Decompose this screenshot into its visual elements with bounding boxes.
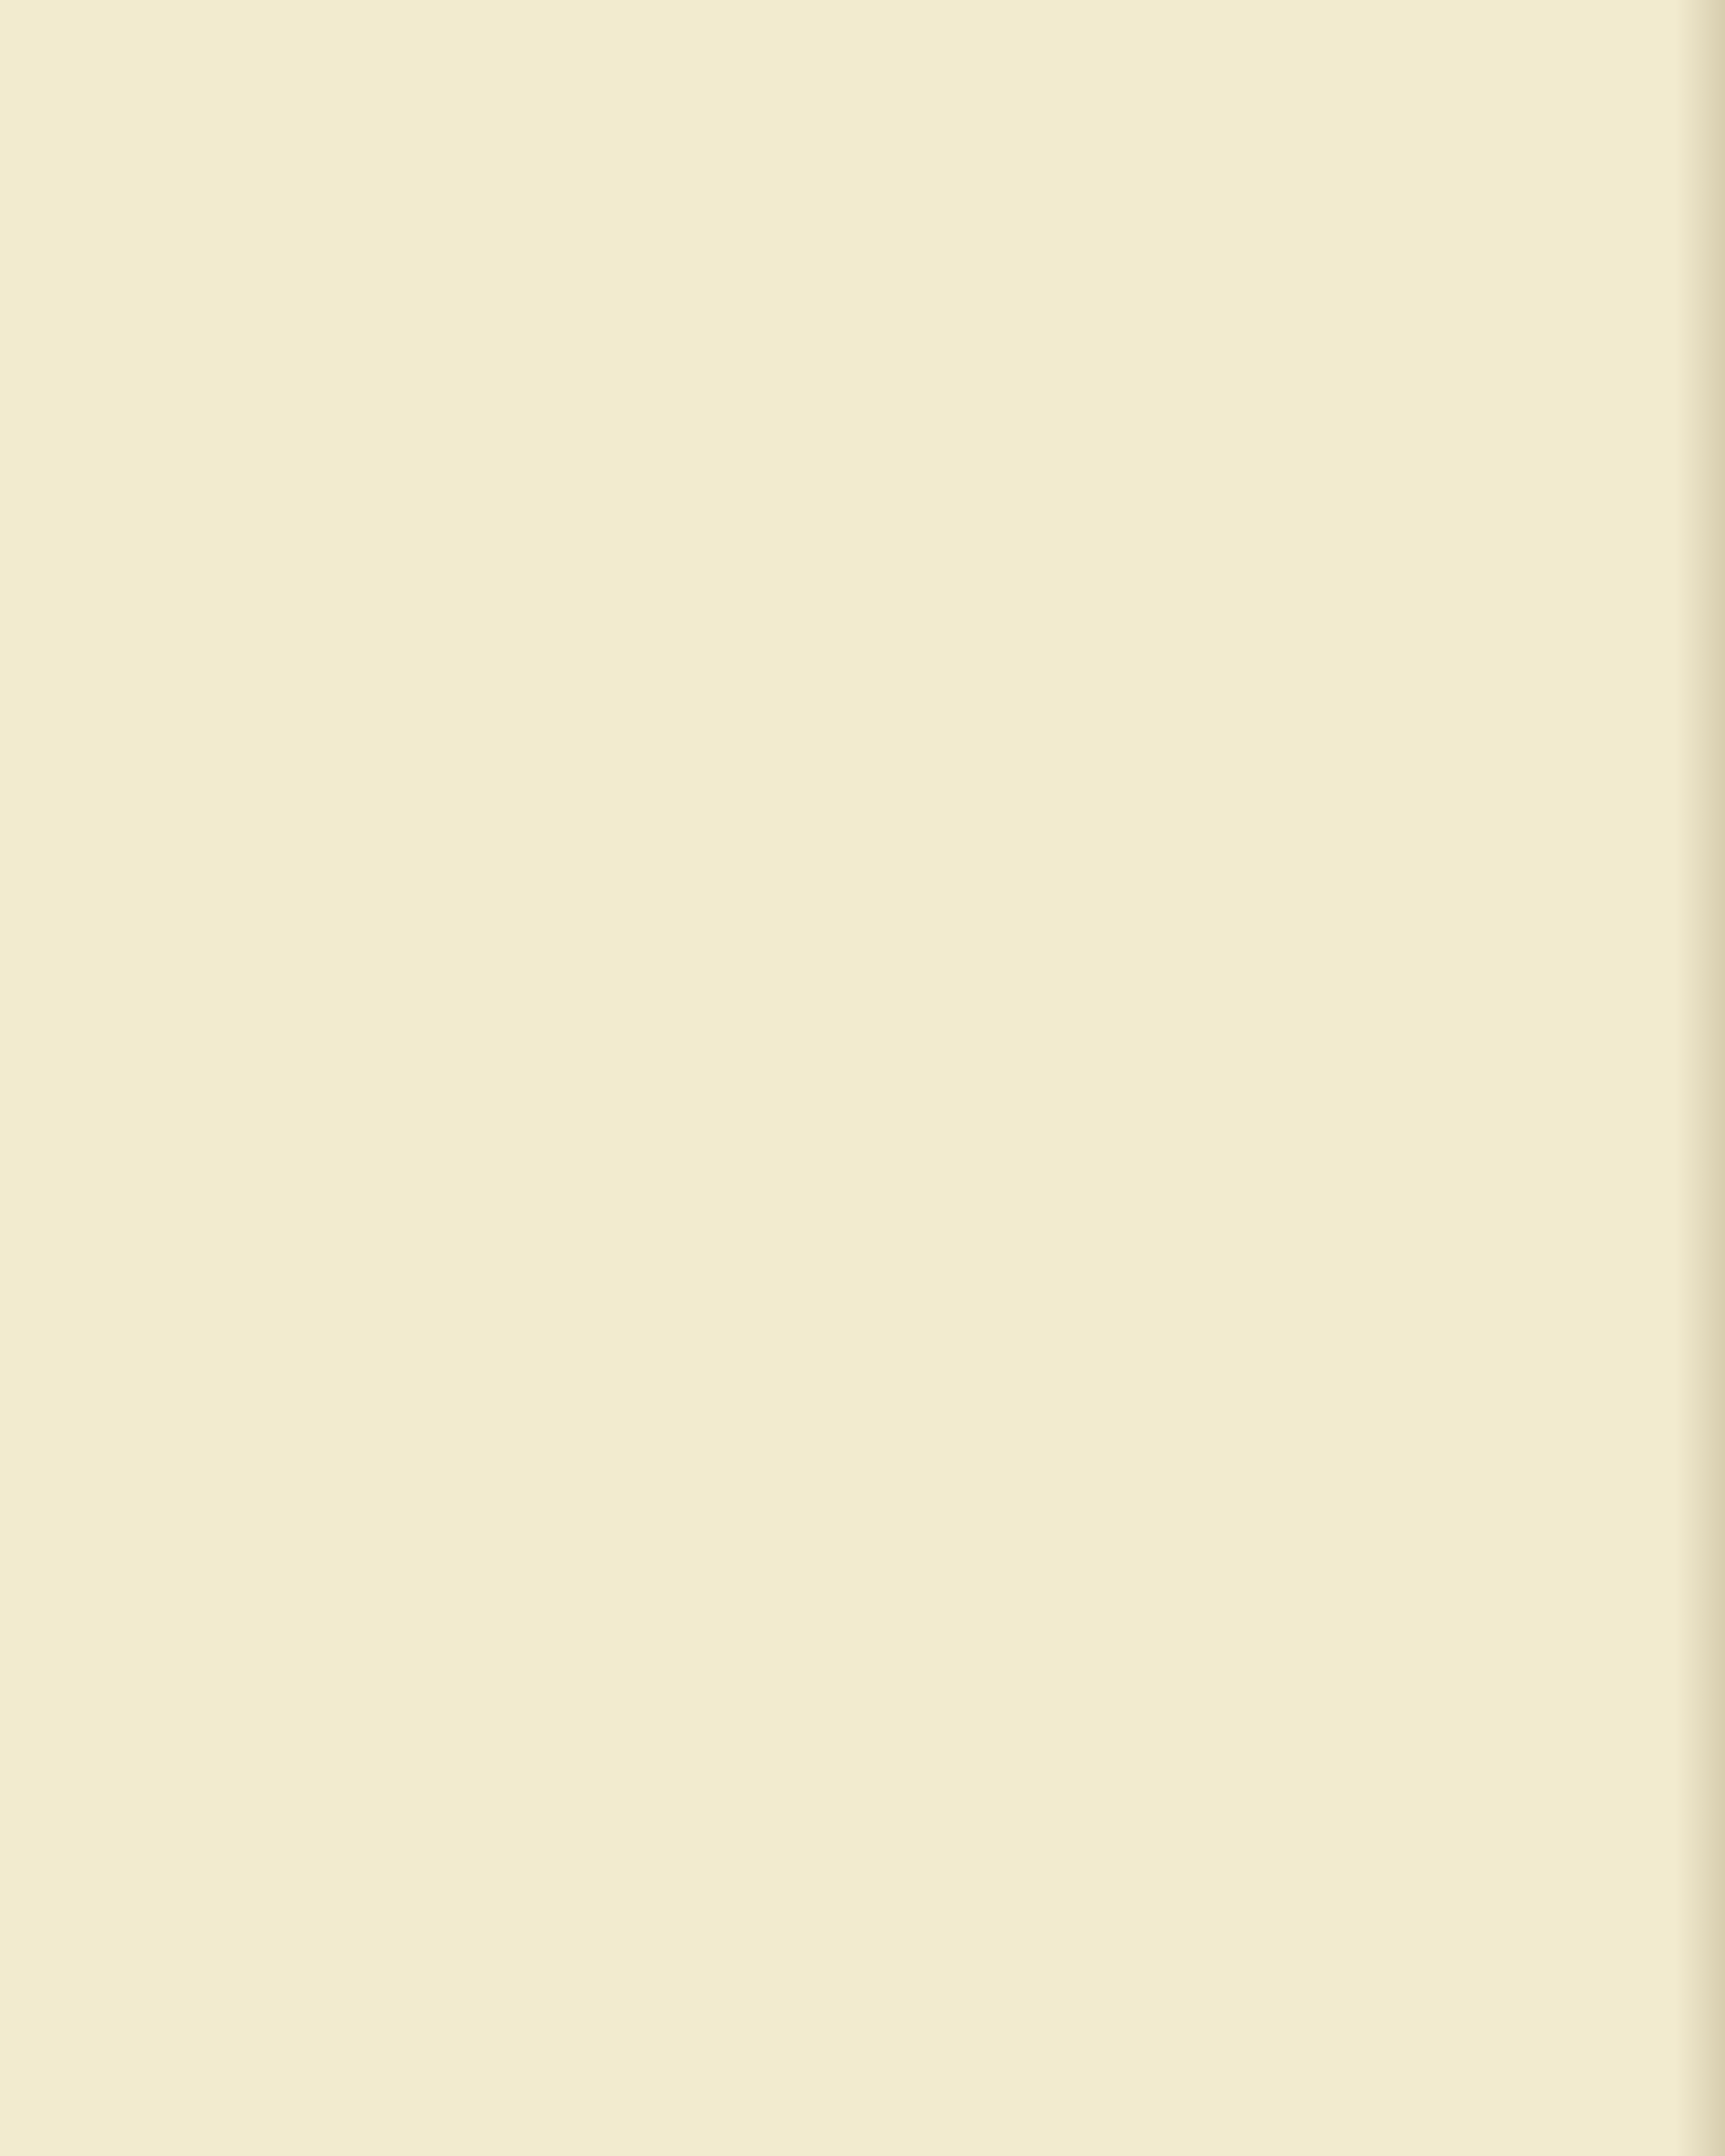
music-notation-1 (181, 356, 1548, 633)
music-system-2 (181, 726, 1548, 1004)
music-system-1 (181, 356, 1548, 633)
music-system-3 (181, 1100, 1548, 1413)
music-notation-3 (181, 1100, 1548, 1413)
page-edge-shadow (1675, 0, 1725, 2156)
music-notation-2 (181, 726, 1548, 1004)
